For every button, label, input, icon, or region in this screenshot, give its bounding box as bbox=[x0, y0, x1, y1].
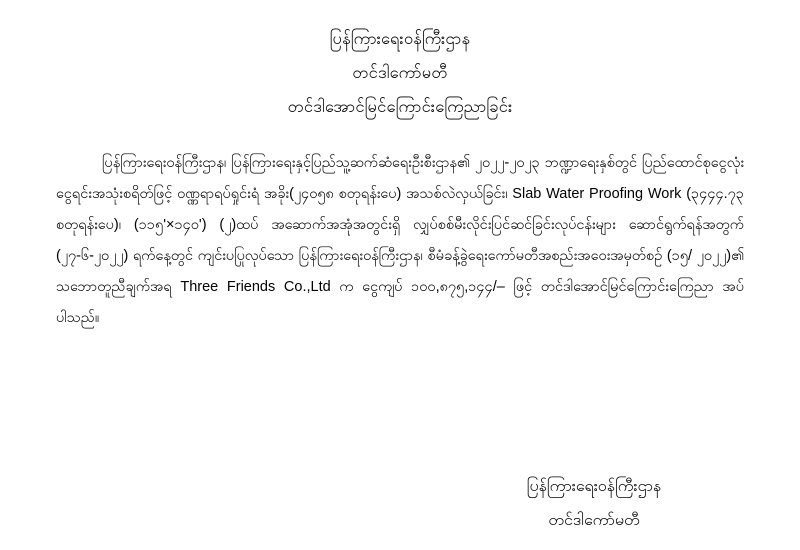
document-footer bbox=[444, 470, 744, 538]
header-committee-name: တင်ဒါကော်မတီ bbox=[352, 64, 448, 82]
announcement-paragraph bbox=[56, 148, 744, 334]
document-header bbox=[56, 22, 744, 124]
header-ministry-name: ပြန်ကြားရေးဝန်ကြီးဌာန bbox=[329, 30, 471, 48]
footer-ministry-name: ပြန်ကြားရေးဝန်ကြီးဌာန bbox=[526, 478, 662, 495]
header-announcement-title: တင်ဒါအောင်မြင်ကြောင်းကြေညာခြင်း bbox=[287, 98, 513, 116]
footer-committee-name: တင်ဒါကော်မတီ bbox=[548, 512, 640, 529]
document-body bbox=[56, 148, 744, 334]
paragraph-text: ပြန်ကြားရေးဝန်ကြီးဌာန၊ ပြန်ကြားရေးနှင့်ပြည်သူ့ဆက်ဆံရေးဦးစီးဌာန၏ ၂၀၂၂-၂၀၂၃ ဘဏ္ဍာရေးနှစ်တွင် ပြည်ထောင်စုငွေလုံးငွေရင်းအသုံးစရိတ်ဖြင့် ဝဏ္ဏရာရပ်ရှုင်းရံ အခိုး(၂၄၀၅၈ စတုရန်းပေ) အသစ်လဲလှယ်ခြင်း၊ Slab Water Proofing Work (၃၄၄၄.၇၃ စတုရန်းပေ)၊ (၁၁၅'×၁၄၀') (၂)ထပ် အဆောက်အအုံအတွင်းရှိ လျှပ်စစ်မီးလိုင်းပြင်ဆင်ခြင်းလုပ်ငန်းများ ဆောင်ရွက်ရန်အတွက် (၂၇-၆-၂၀၂၂) ရက်နေ့တွင် ကျင်းပပြုလုပ်သော ပြန်ကြားရေးဝန်ကြီးဌာန၊ စီမံခန့်ခွဲရေးကော်မတီအစည်းအဝေးအမှတ်စဉ် (၁၅/ ၂၀၂၂)၏ သဘောတူညီချက်အရ Three Friends Co.,Ltd က ငွေကျပ် ၁၀၀,၈၇၅,၁၄၄/– ဖြင့် တင်ဒါအောင်မြင်ကြောင်းကြေညာ အပ်ပါသည်။ bbox=[56, 155, 744, 326]
